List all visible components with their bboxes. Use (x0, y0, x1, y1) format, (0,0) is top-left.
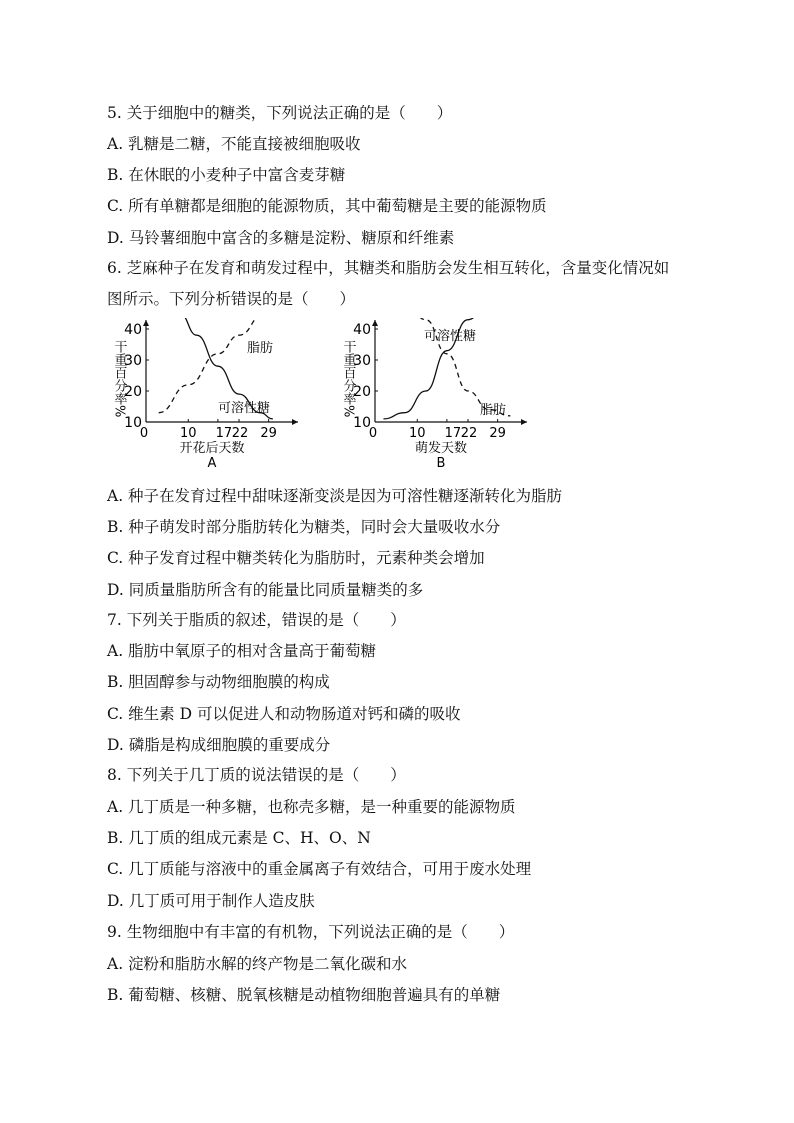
text-line: 6. 芝麻种子在发育和萌发过程中，其糖类和脂肪会发生相互转化，含量变化情况如 (107, 259, 670, 277)
x-axis-label: 开花后天数 (179, 441, 245, 456)
text-line: A. 脂肪中氧原子的相对含量高于葡萄糖 (107, 642, 377, 660)
text-line: C. 所有单糖都是细胞的能源物质，其中葡萄糖是主要的能源物质 (107, 197, 547, 215)
x-tick-label: 10 (180, 426, 197, 441)
text-line: B. 胆固醇参与动物细胞膜的构成 (107, 673, 330, 691)
text-line: A. 种子在发育过程中甜味逐渐变淡是因为可溶性糖逐渐转化为脂肪 (107, 487, 563, 505)
y-tick-label: 10 (124, 415, 142, 431)
text-line: A. 淀粉和脂肪水解的终产物是二氧化碳和水 (107, 955, 408, 973)
text-line: D. 同质量脂肪所含有的能量比同质量糖类的多 (107, 581, 424, 599)
text-line: 9. 生物细胞中有丰富的有机物，下列说法正确的是（ ） (107, 923, 515, 941)
y-tick-label: 40 (124, 322, 142, 338)
text-line: C. 几丁质能与溶液中的重金属离子有效结合，可用于废水处理 (107, 860, 532, 878)
series-label: 可溶性糖 (423, 329, 477, 344)
text-line: B. 葡萄糖、核糖、脱氧核糖是动植物细胞普遍具有的单糖 (107, 986, 501, 1004)
text-line: A. 乳糖是二糖，不能直接被细胞吸收 (107, 135, 361, 153)
text-line: D. 马铃薯细胞中富含的多糖是淀粉、糖原和纤维素 (107, 229, 455, 247)
series-label: 可溶性糖 (217, 401, 271, 416)
text-line: 图所示。下列分析错误的是（ ） (107, 290, 356, 308)
x-axis-label: 萌发天数 (414, 441, 468, 456)
x-tick-label: 29 (489, 426, 506, 441)
x-tick-label: 22 (460, 426, 478, 441)
x-tick-label: 22 (231, 426, 249, 441)
text-line: C. 维生素 D 可以促进人和动物肠道对钙和磷的吸收 (107, 705, 461, 723)
x-axis-arrow-icon (292, 419, 298, 425)
panel-label: A (207, 456, 217, 471)
y-axis-label: 干重百分率% (112, 340, 127, 418)
text-line: 7. 下列关于脂质的叙述，错误的是（ ） (107, 611, 406, 629)
y-tick-label: 30 (353, 353, 371, 369)
x-tick-label: 0 (368, 426, 378, 441)
y-axis-arrow-icon (372, 320, 378, 326)
y-axis-arrow-icon (143, 320, 149, 326)
figure-6-charts (112, 318, 532, 478)
y-tick-label: 40 (353, 322, 371, 338)
x-axis-arrow-icon (521, 419, 527, 425)
y-axis-label: 干重百分率% (340, 340, 356, 418)
text-line: 8. 下列关于几丁质的说法错误的是（ ） (107, 766, 406, 784)
y-tick-label: 20 (353, 384, 371, 400)
y-tick-label: 30 (124, 353, 142, 369)
x-tick-label: 17 (215, 426, 233, 441)
text-line: B. 在休眠的小麦种子中富含麦芽糖 (107, 166, 346, 184)
text-line: C. 种子发育过程中糖类转化为脂肪时，元素种类会增加 (107, 549, 485, 567)
x-tick-label: 17 (444, 426, 462, 441)
text-line: D. 磷脂是构成细胞膜的重要成分 (107, 736, 331, 754)
text-line: 5. 关于细胞中的糖类，下列说法正确的是（ ） (107, 104, 453, 122)
text-line: A. 几丁质是一种多糖，也称壳多糖，是一种重要的能源物质 (107, 798, 516, 816)
text-line: B. 种子萌发时部分脂肪转化为糖类，同时会大量吸收水分 (107, 518, 501, 536)
series-label: 脂肪 (246, 341, 274, 356)
y-tick-label: 20 (124, 384, 142, 400)
x-tick-label: 29 (260, 426, 277, 441)
series-label: 脂肪 (479, 403, 507, 418)
y-tick-label: 10 (353, 415, 371, 431)
x-tick-label: 0 (139, 426, 149, 441)
text-line: B. 几丁质的组成元素是 C、H、O、N (107, 829, 371, 847)
text-line: D. 几丁质可用于制作人造皮肤 (107, 892, 315, 910)
x-tick-label: 10 (409, 426, 426, 441)
series-line (159, 318, 265, 413)
panel-label: B (436, 456, 446, 471)
